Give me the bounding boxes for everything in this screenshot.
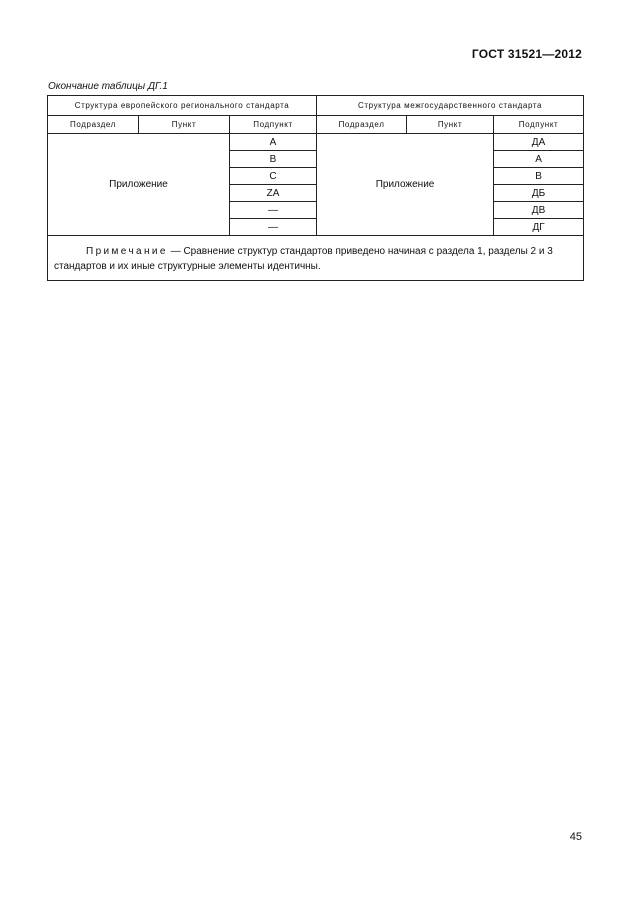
group-header-row xyxy=(48,96,584,116)
structure-comparison-table xyxy=(47,95,584,281)
european-subclause-cell: B xyxy=(230,151,317,168)
interstate-subclause-cell: В xyxy=(494,168,584,185)
european-structure-header: Структура европейского регионального стандарта xyxy=(48,96,317,116)
col-header-subclause: Подпункт xyxy=(494,116,584,134)
interstate-subclause-cell: ДБ xyxy=(494,185,584,202)
interstate-subclause-cell: ДА xyxy=(494,134,584,151)
column-header-row xyxy=(48,116,584,134)
col-header-subsection: Подраздел xyxy=(317,116,407,134)
european-subclause-cell: — xyxy=(230,202,317,219)
table-row xyxy=(48,134,584,151)
interstate-structure-header: Структура межгосударственного стандарта xyxy=(317,96,584,116)
note-text: — Сравнение структур стандартов приведено начиная с раздела 1, разделы 2 и 3 стандартов и их иные структурные элементы идентичны. xyxy=(54,246,553,272)
note-row xyxy=(48,236,584,281)
table-note xyxy=(48,236,584,281)
interstate-subclause-cell: А xyxy=(494,151,584,168)
interstate-annex-cell: Приложение xyxy=(317,134,494,236)
col-header-subclause: Подпункт xyxy=(230,116,317,134)
european-subclause-cell: A xyxy=(230,134,317,151)
european-subclause-cell: ZA xyxy=(230,185,317,202)
european-annex-cell: Приложение xyxy=(48,134,230,236)
interstate-subclause-cell: ДВ xyxy=(494,202,584,219)
european-subclause-cell: C xyxy=(230,168,317,185)
european-subclause-cell: — xyxy=(230,219,317,236)
document-code: ГОСТ 31521—2012 xyxy=(471,47,582,61)
note-label: Примечание xyxy=(86,246,168,257)
col-header-clause: Пункт xyxy=(407,116,494,134)
col-header-subsection: Подраздел xyxy=(48,116,139,134)
page-number: 45 xyxy=(569,831,582,843)
interstate-subclause-cell: ДГ xyxy=(494,219,584,236)
col-header-clause: Пункт xyxy=(139,116,230,134)
table-caption: Окончание таблицы ДГ.1 xyxy=(48,81,168,92)
